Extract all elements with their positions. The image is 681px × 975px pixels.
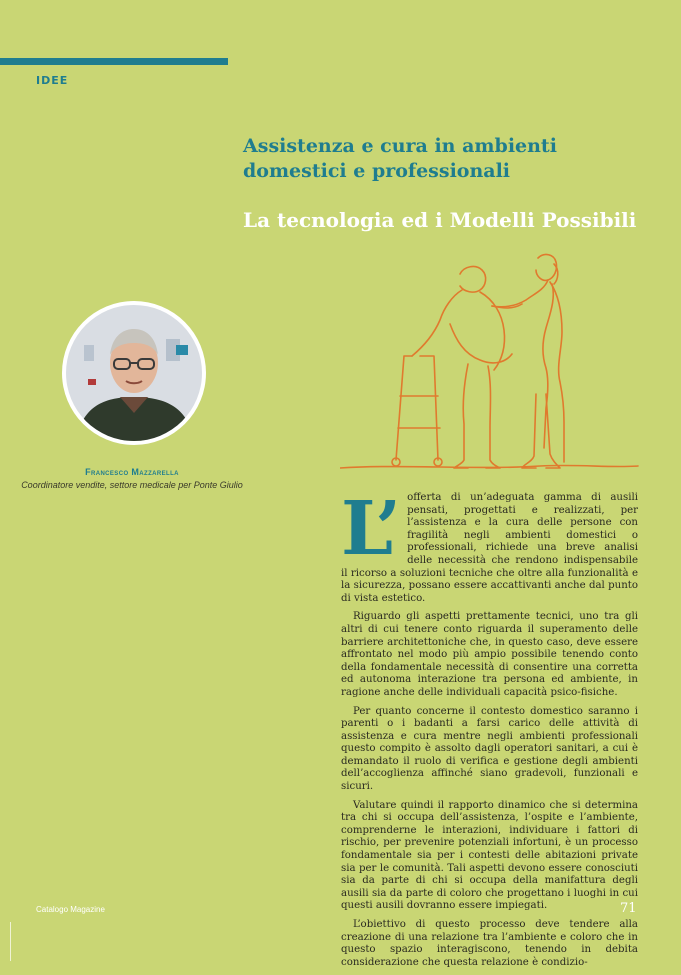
author-role: Coordinatore vendite, settore medicale per Ponte Giulio	[21, 480, 243, 490]
article-title: Assistenza e cura in ambienti domestici e professionali	[243, 135, 557, 182]
drop-cap: L’	[341, 486, 402, 572]
author-portrait	[62, 301, 206, 445]
paragraph: offerta di un’adeguata gamma di ausili pensati, progettati e realizzati, per l’assistenza e la cura delle persone con fragilità negli ambienti domestici o professionali, richiede una breve analisi delle necessità che rendono indispensabile il ricorso a soluzioni tecniche che oltre alla funzionalità e la sicurezza, possano essere accattivanti anche dal punto di vista estetico.	[341, 492, 638, 604]
section-label: IDEE	[36, 74, 69, 87]
caregiver-illustration-icon	[340, 244, 640, 472]
page-edge-line	[10, 922, 11, 961]
article-body	[341, 486, 638, 975]
portrait-photo-icon	[66, 305, 202, 441]
paragraph: Riguardo gli aspetti prettamente tecnici, uno tra gli altri di cui tenere conto riguarda il superamento delle barriere architettoniche che, in questo caso, deve essere affrontato nel modo più ampio possibile tenendo conto della fondamentale necessità di consentire una corretta ed autonoma interazione tra persona ed ambiente, in ragione anche delle individuali capacità psico-fisiche.	[341, 611, 638, 698]
section-bar	[0, 58, 228, 65]
author-name: Francesco Mazzarella	[85, 467, 179, 477]
page-number: 71	[620, 901, 637, 916]
paragraph: L’obiettivo di questo processo deve tendere alla creazione di una relazione tra l’ambiente e coloro che in questo spazio interagiscono, tenendo in debita considerazione che questa relazione è condizio-	[341, 919, 638, 968]
magazine-name: Catalogo Magazine	[36, 905, 105, 914]
paragraph: Per quanto concerne il contesto domestico saranno i parenti o i badanti a farsi carico delle attività di assistenza e cura mentre negli ambienti professionali questo compito è assolto dagli operatori sanitari, a cui è demandato il ruolo di verifica e gestione degli ambienti dell’accoglienza affinché siano gradevoli, funzionali e sicuri.	[341, 705, 638, 793]
paragraph: Valutare quindi il rapporto dinamico che si determina tra chi si occupa dell’assistenza, l’ospite e l’ambiente, comprenderne le interazioni, individuare i fattori di rischio, per prevenire potenziali infortuni, è un processo fondamentale sia per i contesti delle abitazioni private sia per le comunità. Tali aspetti devono essere conosciuti sia da parte di chi si occupa della manifattura degli ausili sia da parte di coloro che progettano i luoghi in cui questi ausili dovranno essere impiegati.	[341, 799, 638, 912]
article-subtitle: La tecnologia ed i Modelli Possibili	[243, 208, 637, 232]
